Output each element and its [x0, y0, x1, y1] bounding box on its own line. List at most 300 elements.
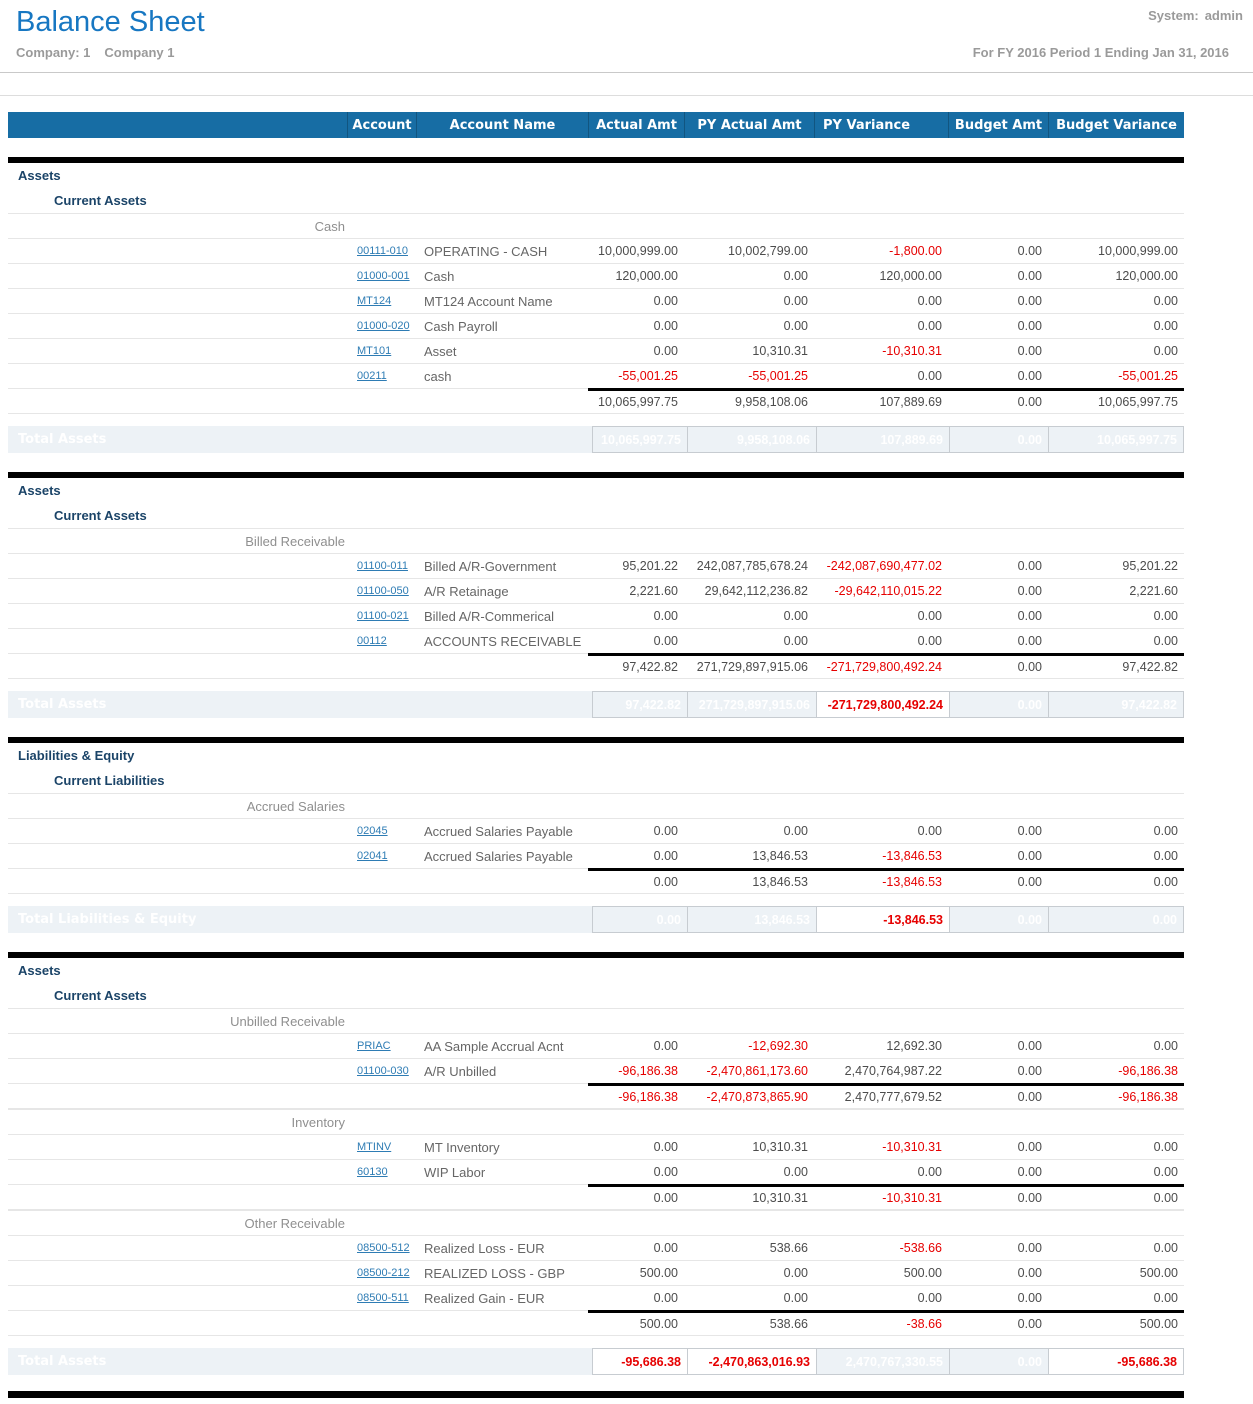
header-cell-py-variance: PY Variance: [814, 112, 948, 138]
section-total-amount-cell: 271,729,897,915.06: [687, 691, 817, 718]
amount-cell: -13,846.53: [882, 849, 942, 863]
hierarchy-spacer: [8, 314, 347, 338]
hierarchy-spacer: [8, 1034, 347, 1058]
subtotal-amount-cell: 97,422.82: [622, 660, 678, 674]
amount-cell: 2,221.60: [1129, 584, 1178, 598]
account-cell: [347, 364, 416, 388]
subtotal-amount-cell: 13,846.53: [752, 875, 808, 889]
section-total-amount-cell: 97,422.82: [1048, 691, 1184, 718]
account-group-label: Billed Receivable: [245, 533, 345, 549]
account-row: [8, 1260, 1184, 1285]
amount-cell: 0.00: [917, 609, 942, 623]
page-title: Balance Sheet: [16, 6, 205, 38]
account-row: [8, 1134, 1184, 1159]
amount-cell: -10,310.31: [882, 1140, 942, 1154]
account-cell: [347, 239, 416, 263]
amount-cell: 500.00: [1139, 1266, 1178, 1280]
section-total-amount-cell: 0.00: [949, 906, 1049, 933]
subtotal-amounts: [588, 1310, 1184, 1335]
amount-cell: -10,310.31: [882, 344, 942, 358]
subtotal-amount-cell: 0.00: [1017, 395, 1042, 409]
amount-cell: 0.00: [783, 1291, 808, 1305]
amount-cell: 0.00: [917, 319, 942, 333]
amount-cell: 0.00: [783, 609, 808, 623]
section-total-amount-cell: 10,065,997.75: [1048, 426, 1184, 453]
account-row: [8, 1285, 1184, 1310]
hierarchy-spacer: [8, 1236, 347, 1260]
hierarchy-spacer: [8, 289, 347, 313]
amount-cell: 0.00: [783, 1266, 808, 1280]
amount-cell: 0.00: [917, 824, 942, 838]
account-row: [8, 818, 1184, 843]
account-row: [8, 1033, 1184, 1058]
hierarchy-spacer: [8, 1059, 347, 1083]
section-total-label: Total Assets: [18, 1354, 107, 1369]
section-subheading-row: [8, 188, 1184, 213]
section-heading-row: [8, 163, 1184, 188]
amount-cell: 0.00: [653, 1291, 678, 1305]
section-subheading-row: [8, 983, 1184, 1008]
amount-cell: -55,001.25: [1118, 369, 1178, 383]
section-heading-row: [8, 743, 1184, 768]
account-row: [8, 603, 1184, 628]
account-cell: [347, 1160, 416, 1184]
section-total-amount-cell: 0.00: [949, 691, 1049, 718]
amount-cell: 0.00: [1017, 1266, 1042, 1280]
amount-cell: 0.00: [783, 319, 808, 333]
subtotal-amount-cell: -38.66: [906, 1317, 942, 1331]
account-link[interactable]: PRIAC: [357, 1040, 391, 1052]
amount-cell: 0.00: [783, 634, 808, 648]
amount-cell: 0.00: [653, 1039, 678, 1053]
account-name-cell: Cash Payroll: [424, 318, 498, 334]
account-name-cell: AA Sample Accrual Acnt: [424, 1038, 564, 1054]
amount-cell: 0.00: [917, 634, 942, 648]
section-subheading: Current Assets: [54, 193, 147, 208]
amount-cell: 0.00: [1017, 1241, 1042, 1255]
system-label: System:: [1148, 8, 1199, 23]
subtotal-amount-cell: 0.00: [1017, 660, 1042, 674]
section-total-label: Total Assets: [18, 697, 107, 712]
account-link[interactable]: 08500-511: [357, 1292, 409, 1304]
subtotal-amount-cell: 0.00: [1153, 875, 1178, 889]
report-footer-bar: [8, 1391, 1184, 1398]
account-name-cell: A/R Retainage: [424, 583, 509, 599]
amount-cell: 0.00: [653, 1241, 678, 1255]
amount-cell: 0.00: [783, 824, 808, 838]
amount-cell: 13,846.53: [752, 849, 808, 863]
subtotal-amount-cell: -96,186.38: [1118, 1090, 1178, 1104]
amount-cell: 0.00: [783, 1165, 808, 1179]
account-link[interactable]: MT124: [357, 295, 392, 307]
account-cell: [347, 844, 416, 868]
hierarchy-spacer: [8, 629, 347, 653]
account-cell: [347, 1135, 416, 1159]
account-group-row: [8, 1210, 1184, 1235]
account-link[interactable]: 08500-212: [357, 1267, 410, 1279]
amount-cell: 10,310.31: [752, 344, 808, 358]
subtotal-amount-cell: 2,470,777,679.52: [844, 1090, 942, 1104]
amount-cell: 0.00: [653, 1165, 678, 1179]
account-link[interactable]: 01100-021: [357, 610, 409, 622]
header-cell-account-name: Account Name: [416, 112, 588, 138]
amount-cell: 0.00: [1153, 319, 1178, 333]
amount-cell: 0.00: [1017, 319, 1042, 333]
section-heading: Assets: [18, 168, 61, 183]
amount-cell: 0.00: [1153, 1241, 1178, 1255]
section-total-amount-cell: -271,729,800,492.24: [816, 691, 950, 718]
amount-cell: 0.00: [1017, 1140, 1042, 1154]
amount-cell: 0.00: [1017, 269, 1042, 283]
hierarchy-spacer: [8, 1135, 347, 1159]
amount-cell: 0.00: [783, 269, 808, 283]
amount-cell: 0.00: [1153, 1165, 1178, 1179]
account-row: [8, 578, 1184, 603]
account-cell: [347, 1059, 416, 1083]
company-label: Company: 1: [16, 45, 91, 60]
amount-cell: 0.00: [1017, 1165, 1042, 1179]
account-group-row: [8, 1109, 1184, 1134]
subtotal-amount-cell: 271,729,897,915.06: [696, 660, 808, 674]
amount-cell: 0.00: [653, 609, 678, 623]
account-link[interactable]: 08500-512: [357, 1242, 410, 1254]
account-name-cell: cash: [424, 368, 452, 384]
header-divider-bottom: [0, 95, 1253, 96]
section-total-amount-cell: 9,958,108.06: [687, 426, 817, 453]
account-cell: [347, 264, 416, 288]
subtotal-amounts: [588, 653, 1184, 678]
account-link[interactable]: 00112: [357, 635, 387, 647]
amount-cell: 0.00: [1017, 294, 1042, 308]
amount-cell: 0.00: [917, 294, 942, 308]
group-subtotal-row: [8, 388, 1184, 414]
group-subtotal-row: [8, 868, 1184, 894]
amount-cell: -12,692.30: [748, 1039, 808, 1053]
account-cell: [347, 289, 416, 313]
amount-cell: 242,087,785,678.24: [696, 559, 808, 573]
report-header: [0, 0, 1253, 60]
account-link[interactable]: 00111-010: [357, 245, 408, 257]
amount-cell: 0.00: [1153, 294, 1178, 308]
account-cell: [347, 339, 416, 363]
account-row: [8, 553, 1184, 578]
account-link[interactable]: 02041: [357, 850, 388, 862]
account-cell: [347, 1286, 416, 1310]
subtotal-amount-cell: 97,422.82: [1122, 660, 1178, 674]
amount-cell: 0.00: [1153, 1140, 1178, 1154]
account-row: [8, 363, 1184, 388]
amount-cell: 0.00: [1153, 609, 1178, 623]
hierarchy-spacer: [8, 579, 347, 603]
amount-cell: 0.00: [1153, 1039, 1178, 1053]
company-line: [16, 45, 174, 60]
account-link[interactable]: 01100-050: [357, 585, 409, 597]
header-cell-account: Account: [347, 112, 416, 138]
account-row: [8, 1235, 1184, 1260]
account-cell: [347, 1034, 416, 1058]
amount-cell: -96,186.38: [1118, 1064, 1178, 1078]
amount-cell: 2,470,764,987.22: [844, 1064, 942, 1078]
account-name-cell: Cash: [424, 268, 455, 284]
report-section: [8, 952, 1184, 1375]
amount-cell: 0.00: [917, 369, 942, 383]
section-heading-row: [8, 958, 1184, 983]
amount-cell: 0.00: [1153, 849, 1178, 863]
company-name: Company 1: [104, 45, 175, 60]
amount-cell: 0.00: [653, 294, 678, 308]
amount-cell: 0.00: [1153, 824, 1178, 838]
hierarchy-spacer: [8, 264, 347, 288]
amount-cell: 0.00: [653, 849, 678, 863]
amount-cell: -2,470,861,173.60: [706, 1064, 808, 1078]
amount-cell: 0.00: [1017, 1291, 1042, 1305]
account-name-cell: Realized Gain - EUR: [424, 1290, 545, 1306]
amount-cell: 2,221.60: [629, 584, 678, 598]
account-name-cell: WIP Labor: [424, 1164, 486, 1180]
group-subtotal-row: [8, 1184, 1184, 1210]
subtotal-amount-cell: 9,958,108.06: [735, 395, 808, 409]
account-cell: [347, 1236, 416, 1260]
group-subtotal-row: [8, 653, 1184, 679]
section-total-amount-cell: -95,686.38: [592, 1348, 688, 1375]
amount-cell: 500.00: [639, 1266, 678, 1280]
header-cell-blank: [8, 112, 347, 138]
subtotal-amount-cell: 0.00: [653, 875, 678, 889]
account-group-label: Inventory: [291, 1114, 345, 1130]
account-cell: [347, 819, 416, 843]
hierarchy-spacer: [8, 239, 347, 263]
subtotal-amount-cell: 0.00: [1153, 1191, 1178, 1205]
subtotal-amount-cell: 0.00: [653, 1191, 678, 1205]
amount-cell: 0.00: [1017, 369, 1042, 383]
section-total-band: [8, 426, 1184, 453]
section-total-amount-cell: 2,470,767,330.55: [816, 1348, 950, 1375]
account-group-label: Accrued Salaries: [246, 798, 345, 814]
subtotal-amount-cell: 500.00: [639, 1317, 678, 1331]
subtotal-amount-cell: 10,065,997.75: [598, 395, 678, 409]
system-value: admin: [1204, 8, 1243, 23]
account-row: [8, 288, 1184, 313]
section-heading: Assets: [18, 483, 61, 498]
subtotal-amounts: [588, 388, 1184, 413]
amount-cell: 500.00: [903, 1266, 942, 1280]
header-cell-budget-amt: Budget Amt: [948, 112, 1048, 138]
subtotal-amount-cell: 500.00: [1139, 1317, 1178, 1331]
header-cell-py-actual-amt: PY Actual Amt: [684, 112, 814, 138]
report-body: [8, 157, 1184, 1375]
account-link[interactable]: 02045: [357, 825, 388, 837]
section-heading-row: [8, 478, 1184, 503]
account-row: [8, 263, 1184, 288]
section-total-band: [8, 906, 1184, 933]
section-total-label: Total Assets: [18, 432, 107, 447]
header-cell-actual-amt: Actual Amt: [588, 112, 684, 138]
report-section: [8, 157, 1184, 453]
amount-cell: 0.00: [1017, 824, 1042, 838]
account-group-label: Cash: [314, 218, 345, 234]
account-cell: [347, 604, 416, 628]
subtotal-amount-cell: -13,846.53: [882, 875, 942, 889]
account-group-label: Other Receivable: [244, 1215, 345, 1231]
amount-cell: 0.00: [653, 319, 678, 333]
subtotal-amounts: [588, 868, 1184, 893]
amount-cell: 538.66: [769, 1241, 808, 1255]
subtotal-spacer: [8, 868, 588, 893]
group-subtotal-row: [8, 1310, 1184, 1336]
subtotal-amount-cell: -271,729,800,492.24: [826, 660, 942, 674]
subtotal-amount-cell: -10,310.31: [882, 1191, 942, 1205]
subtotal-amount-cell: 0.00: [1017, 1317, 1042, 1331]
subtotal-amount-cell: 0.00: [1017, 875, 1042, 889]
account-link[interactable]: MTINV: [357, 1141, 392, 1153]
account-row: [8, 628, 1184, 653]
account-link[interactable]: 01100-030: [357, 1065, 409, 1077]
report-section: [8, 472, 1184, 718]
amount-cell: -29,642,110,015.22: [834, 584, 942, 598]
header-divider-top: [0, 72, 1253, 73]
amount-cell: 29,642,112,236.82: [704, 584, 808, 598]
amount-cell: 0.00: [1017, 609, 1042, 623]
header-cell-budget-variance: Budget Variance: [1048, 112, 1184, 138]
amount-cell: 10,310.31: [752, 1140, 808, 1154]
amount-cell: -242,087,690,477.02: [826, 559, 942, 573]
account-link[interactable]: 60130: [357, 1166, 388, 1178]
hierarchy-spacer: [8, 554, 347, 578]
account-cell: [347, 1261, 416, 1285]
system-user: [1148, 6, 1243, 23]
subtotal-amount-cell: 10,065,997.75: [1098, 395, 1178, 409]
account-name-cell: Accrued Salaries Payable: [424, 823, 573, 839]
account-name-cell: Billed A/R-Government: [424, 558, 557, 574]
amount-cell: 10,000,999.00: [598, 244, 678, 258]
account-link[interactable]: 00211: [357, 370, 387, 382]
section-subheading: Current Assets: [54, 508, 147, 523]
account-cell: [347, 629, 416, 653]
amount-cell: 0.00: [1153, 634, 1178, 648]
account-cell: [347, 554, 416, 578]
amount-cell: 95,201.22: [1122, 559, 1178, 573]
amount-cell: -55,001.25: [748, 369, 808, 383]
amount-cell: 0.00: [653, 634, 678, 648]
balance-sheet-table: [8, 112, 1184, 1398]
section-heading: Liabilities & Equity: [18, 748, 135, 763]
amount-cell: 0.00: [653, 344, 678, 358]
account-group-row: [8, 793, 1184, 818]
account-group-row: [8, 213, 1184, 238]
section-heading: Assets: [18, 963, 61, 978]
report-section: [8, 737, 1184, 933]
account-link[interactable]: MT101: [357, 345, 392, 357]
account-name-cell: OPERATING - CASH: [424, 243, 548, 259]
account-cell: [347, 314, 416, 338]
section-subheading-row: [8, 503, 1184, 528]
amount-cell: 0.00: [917, 1165, 942, 1179]
subtotal-amount-cell: 107,889.69: [879, 395, 942, 409]
account-row: [8, 238, 1184, 263]
account-row: [8, 843, 1184, 868]
amount-cell: 0.00: [1153, 1291, 1178, 1305]
hierarchy-spacer: [8, 1286, 347, 1310]
account-link[interactable]: 01100-011: [357, 560, 408, 572]
amount-cell: 0.00: [1017, 559, 1042, 573]
account-group-row: [8, 528, 1184, 553]
amount-cell: 0.00: [1017, 849, 1042, 863]
section-subheading-row: [8, 768, 1184, 793]
amount-cell: 10,002,799.00: [728, 244, 808, 258]
period-text: For FY 2016 Period 1 Ending Jan 31, 2016: [972, 45, 1229, 60]
amount-cell: 0.00: [1017, 344, 1042, 358]
account-row: [8, 1159, 1184, 1184]
subtotal-spacer: [8, 1310, 588, 1335]
amount-cell: 0.00: [1017, 244, 1042, 258]
section-total-amount-cell: 0.00: [592, 906, 688, 933]
account-name-cell: REALIZED LOSS - GBP: [424, 1265, 565, 1281]
amount-cell: 0.00: [1017, 1064, 1042, 1078]
amount-cell: -1,800.00: [889, 244, 942, 258]
amount-cell: 120,000.00: [615, 269, 678, 283]
hierarchy-spacer: [8, 364, 347, 388]
amount-cell: 0.00: [1153, 344, 1178, 358]
account-group-label: Unbilled Receivable: [230, 1013, 345, 1029]
account-link[interactable]: 01000-001: [357, 270, 410, 282]
amount-cell: 0.00: [653, 824, 678, 838]
subtotal-amount-cell: -2,470,873,865.90: [706, 1090, 808, 1104]
group-subtotal-row: [8, 1083, 1184, 1109]
section-total-band: [8, 1348, 1184, 1375]
subtotal-spacer: [8, 1184, 588, 1209]
hierarchy-spacer: [8, 604, 347, 628]
section-total-band: [8, 691, 1184, 718]
section-total-amount-cell: 0.00: [949, 1348, 1049, 1375]
amount-cell: 0.00: [1017, 634, 1042, 648]
hierarchy-spacer: [8, 819, 347, 843]
amount-cell: 120,000.00: [1115, 269, 1178, 283]
section-total-amount-cell: 0.00: [949, 426, 1049, 453]
account-row: [8, 1058, 1184, 1083]
account-name-cell: Asset: [424, 343, 457, 359]
account-link[interactable]: 01000-020: [357, 320, 410, 332]
amount-cell: -55,001.25: [618, 369, 678, 383]
section-subheading: Current Assets: [54, 988, 147, 1003]
account-name-cell: MT Inventory: [424, 1139, 500, 1155]
account-cell: [347, 579, 416, 603]
section-total-amount-cell: -2,470,863,016.93: [687, 1348, 817, 1375]
amount-cell: 120,000.00: [879, 269, 942, 283]
subtotal-amounts: [588, 1184, 1184, 1209]
section-total-amount-cell: 10,065,997.75: [592, 426, 688, 453]
table-header-row: [8, 112, 1184, 138]
amount-cell: 0.00: [1017, 584, 1042, 598]
section-total-amount-cell: 13,846.53: [687, 906, 817, 933]
section-total-amount-cell: 107,889.69: [816, 426, 950, 453]
subtotal-amount-cell: 0.00: [1017, 1090, 1042, 1104]
section-total-amount-cell: 0.00: [1048, 906, 1184, 933]
hierarchy-spacer: [8, 1261, 347, 1285]
subtotal-spacer: [8, 1083, 588, 1108]
subtotal-amount-cell: 0.00: [1017, 1191, 1042, 1205]
subtotal-amount-cell: 538.66: [769, 1317, 808, 1331]
hierarchy-spacer: [8, 844, 347, 868]
section-subheading: Current Liabilities: [54, 773, 165, 788]
amount-cell: -96,186.38: [618, 1064, 678, 1078]
amount-cell: 0.00: [653, 1140, 678, 1154]
subtotal-amount-cell: -96,186.38: [618, 1090, 678, 1104]
section-total-amount-cell: 97,422.82: [592, 691, 688, 718]
section-total-amount-cell: -13,846.53: [816, 906, 950, 933]
hierarchy-spacer: [8, 1160, 347, 1184]
account-name-cell: Accrued Salaries Payable: [424, 848, 573, 864]
subtotal-spacer: [8, 653, 588, 678]
